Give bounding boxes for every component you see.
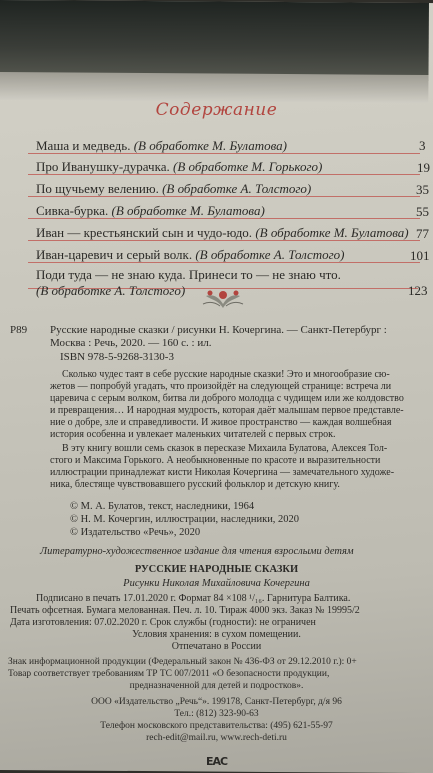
imprint-line: Подписано в печать 17.01.2020 г. Формат 84 ×108 ¹/₁₆. Гарнитура Балтика. xyxy=(36,593,351,604)
toc-entry: Иван-царевич и серый волк. (В обработке А. Толстого) xyxy=(36,247,345,262)
publisher-line: ООО «Издательство „Речь“». 199178, Санкт-Петербург, д/я 96 xyxy=(91,697,342,707)
toc-entry: Про Иванушку-дурачка. (В обработке М. Горького) xyxy=(36,159,323,174)
toc-page-number: 77 xyxy=(416,226,429,241)
annotation-line: и превращения… И народная мудрость, которая даёт малышам первое представле- xyxy=(50,405,404,416)
annotation-line: стого и Максима Горького. А необыкновенные по красоте и выразительности xyxy=(50,455,381,466)
publisher-line: Тел.: (812) 323-90-63 xyxy=(174,709,259,719)
publisher-line: rech-edit@mail.ru, www.rech-deti.ru xyxy=(146,733,287,743)
copyright-line: © Издательство «Речь», 2020 xyxy=(70,527,201,538)
toc-page-number: 101 xyxy=(410,248,430,263)
publisher-line: Телефон московского представительства: (495) 621-55-97 xyxy=(100,721,333,731)
toc-entry: Сивка-бурка. (В обработке М. Булатова) xyxy=(36,203,265,218)
toc-page-number: 3 xyxy=(419,138,426,153)
eac-mark: EAC xyxy=(206,755,228,768)
contents-heading: Содержание xyxy=(155,100,278,120)
conformity-line: предназначенной для детей и подростков». xyxy=(129,681,304,691)
annotation-line: ние о добре, зле и справедливости. И живое пространство — каждая волшебная xyxy=(50,417,392,428)
imprint-illustrator: Рисунки Николая Михайловича Кочергина xyxy=(123,578,310,589)
toc-entry: Иван — крестьянский сын и чудо-юдо. (В обработке М. Булатова) xyxy=(36,225,409,240)
imprint-line: Печать офсетная. Бумага мелованная. Печ. л. 10. Тираж 4000 экз. Заказ № 19995/2 xyxy=(10,605,360,616)
genre-note: Литературно-художественное издание для чтения взрослыми детям xyxy=(40,546,354,557)
toc-page-number: 123 xyxy=(408,283,428,298)
toc-page-number: 35 xyxy=(416,182,429,197)
imprint-line: Условия хранения: в сухом помещении. xyxy=(132,629,301,640)
toc-entry-author: (В обработке А. Толстого) xyxy=(36,283,186,298)
info-sign: Знак информационной продукции (Федеральный закон № 436-ФЗ от 29.12.2010 г.): 0+ xyxy=(8,657,357,667)
toc-entry-title: Поди туда — не знаю куда. Принеси то — не знаю что. xyxy=(36,267,341,282)
udk-code: Р89 xyxy=(10,324,28,336)
conformity-line: Товар соответствует требованиям ТР ТС 007/2011 «О безопасности продукции, xyxy=(8,669,330,679)
toc-page-number: 19 xyxy=(417,160,430,175)
biblio-line: Русские народные сказки / рисунки Н. Кочергина. — Санкт-Петербург : xyxy=(50,324,387,336)
toc-page-number: 55 xyxy=(416,204,429,219)
imprint-line: Отпечатано в России xyxy=(171,641,262,652)
biblio-line: Москва : Речь, 2020. — 160 с. : ил. xyxy=(50,337,212,349)
annotation-line: царевича с серым волком, битва ли доброго молодца с чудищем или же колдовство xyxy=(50,393,404,404)
imprint-line: Дата изготовления: 07.02.2020 г. Срок службы (годности): не ограничен xyxy=(10,617,316,628)
annotation-line: иллюстрации принадлежат кисти Николая Кочергина — замечательного художе- xyxy=(50,467,395,478)
toc-entry: По щучьему велению. (В обработке А. Толстого) xyxy=(36,181,312,196)
annotation-line: жетов — попробуй угадать, что произойдёт на следующей странице: встреча ли xyxy=(50,381,392,392)
floral-ornament-icon xyxy=(200,286,246,312)
annotation-line: история особенна и увлекает маленьких читателей с первых строк. xyxy=(50,429,336,440)
annotation-line: Сколько чудес таят в себе русские народные сказки! Это и многообразие сю- xyxy=(62,369,390,380)
copyright-line: © М. А. Булатов, текст, наследники, 1964 xyxy=(70,501,255,512)
facing-page-shadow xyxy=(0,0,429,81)
toc-entry: Маша и медведь. (В обработке М. Булатова) xyxy=(36,138,287,153)
annotation-line: ника, блестяще чувствовавшего русский фольклор и детскую книгу. xyxy=(50,479,340,490)
annotation-line: В эту книгу вошли семь сказок в пересказе Михаила Булатова, Алексея Тол- xyxy=(62,443,388,454)
copyright-line: © Н. М. Кочергин, иллюстрации, наследники, 2020 xyxy=(70,514,300,525)
page-edge xyxy=(0,72,428,103)
isbn: ISBN 978-5-9268-3130-3 xyxy=(60,351,174,363)
imprint-book-title: РУССКИЕ НАРОДНЫЕ СКАЗКИ xyxy=(134,564,299,575)
